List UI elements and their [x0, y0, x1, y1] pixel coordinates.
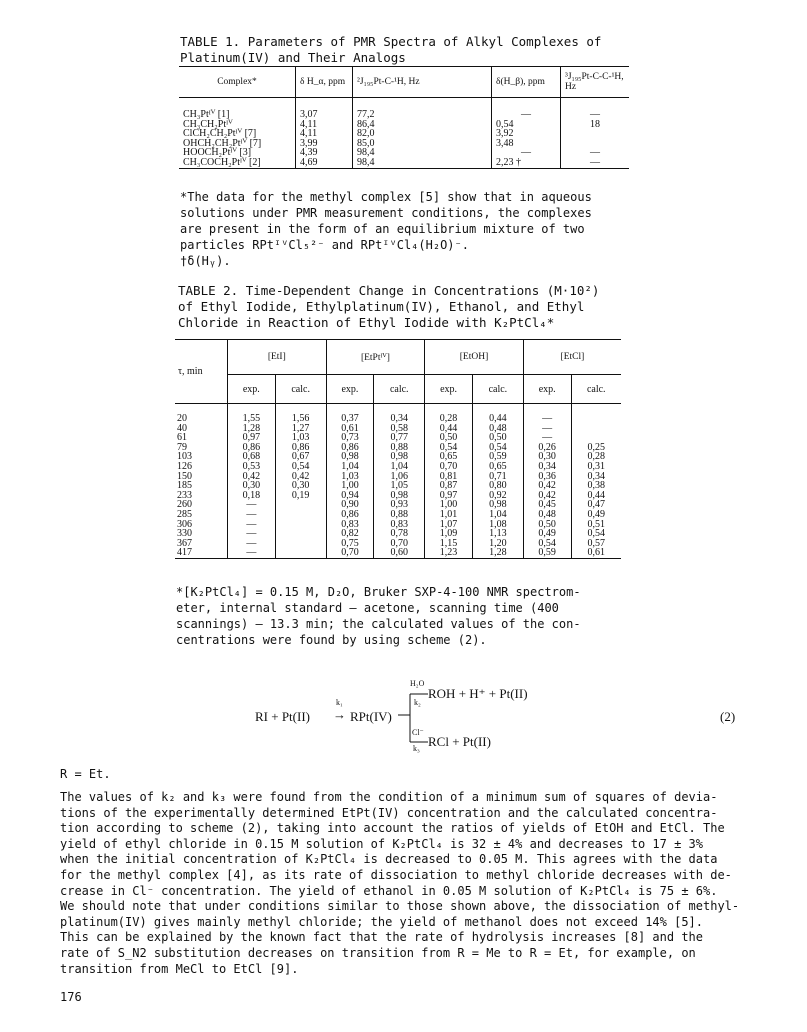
- table-cell: 98,4: [353, 158, 492, 169]
- table-cell: 1,55: [228, 404, 276, 424]
- table-cell: 0,54: [492, 120, 561, 130]
- tau-header: τ, min: [175, 340, 228, 404]
- table-cell: 85,0: [353, 139, 492, 149]
- table-cell: 0,73: [326, 433, 374, 443]
- table-cell: 0,83: [326, 520, 374, 530]
- table-cell: [275, 500, 326, 510]
- table-cell: 1,01: [425, 510, 473, 520]
- table-cell: 0,70: [326, 548, 374, 558]
- table-cell: —: [228, 548, 276, 558]
- table-cell: —: [228, 520, 276, 530]
- table-cell: 0,75: [326, 539, 374, 549]
- table-cell: 1,03: [275, 433, 326, 443]
- table-cell: —: [561, 158, 630, 169]
- table-cell: 0,30: [523, 452, 571, 462]
- body-paragraph: The values of k₂ and k₃ were found from the condition of a minimum sum of squares of devia- tions of the experimentally determined EtPt(IV) concentration and the calculated concentra- tion according to scheme (2), taking into account the ratios of yields of EtOH and EtCl. The yield of ethyl chloride in 0.15 M solution of K₂PtCl₄ is 32 ± 4% and decreases to 17 ± 3% when the initial concentration of K₂PtCl₄ is decreased to 0.05 M. This agrees with the data for the methyl complex [4], as its rate of dissociation to methyl chloride decreases with de- crease in Cl⁻ concentration. The yield of ethanol in 0.05 M solution of K₂PtCl₄ is 75 ± 6%. We should note that under conditions similar to those shown above, the dissociation of methyl- platinum(IV) gives mainly methyl chloride; the yield of methanol does not exceed 14% [5]. This can be explained by the known fact that the rate of hydrolysis increases [8] and the rate of S_N2 substitution decreases on transition from R = Me to R = Et, for example, on transition from MeCl to EtCl [9].: [60, 790, 740, 976]
- scheme-k3: k₃: [413, 744, 420, 753]
- table-cell: 4,69: [296, 158, 353, 169]
- table-cell: 0,54: [275, 462, 326, 472]
- tau-cell: 20: [177, 413, 187, 424]
- page-number: 176: [60, 990, 82, 1004]
- table-cell: [275, 510, 326, 520]
- table-cell: —: [228, 500, 276, 510]
- tau-cell: 150: [177, 470, 192, 482]
- table-cell: 0,34: [571, 472, 621, 482]
- table1: [179, 66, 629, 169]
- table-cell: —: [228, 529, 276, 539]
- table2-body: [175, 404, 621, 559]
- table1-footnote: *The data for the methyl complex [5] show that in aqueous solutions under PMR measurement conditions, the complexes are present in the form of an equilibrium mixture of two particles RPtᴵⱽCl₅²⁻ and RPtᴵⱽCl₄(H₂O)⁻. †δ(Hᵧ).: [180, 190, 592, 268]
- subheader-calc: calc.: [374, 375, 425, 404]
- table-cell: 0,59: [523, 548, 571, 558]
- subheader-calc: calc.: [472, 375, 523, 404]
- table-cell: CH₃COCH₂Ptᴵⱽ [2]: [179, 158, 296, 169]
- table-cell: [571, 404, 621, 424]
- table-cell: 0,70: [425, 462, 473, 472]
- table-cell: 1,07: [425, 520, 473, 530]
- table-cell: 0,78: [374, 529, 425, 539]
- table-cell: 3,07: [296, 98, 353, 120]
- table-cell: 0,68: [228, 452, 276, 462]
- table-cell: 0,86: [326, 510, 374, 520]
- table-cell: —: [492, 98, 561, 120]
- table-cell: 0,82: [326, 529, 374, 539]
- table-cell: 0,92: [472, 491, 523, 501]
- table-cell: 0,37: [326, 404, 374, 424]
- table-cell: 1,06: [374, 472, 425, 482]
- table-cell: 0,54: [523, 539, 571, 549]
- table-cell: 0,44: [472, 404, 523, 424]
- table1-header: ³J₁₉₅Pt-C-C-¹H, Hz: [561, 67, 630, 98]
- table-cell: 0,88: [374, 510, 425, 520]
- table-cell: 86,4: [353, 120, 492, 130]
- table-cell: 0,61: [571, 548, 621, 558]
- table-row: [179, 98, 629, 120]
- table-cell: 1,28: [472, 548, 523, 558]
- table-cell: 4,11: [296, 120, 353, 130]
- table2-footnote: *[K₂PtCl₄] = 0.15 M, D₂O, Bruker SXP-4-100 NMR spectrom- eter, internal standard — acetone, scanning time (400 scannings) — 13.3 min; the calculated values of the con- centrations were found by using scheme (2).: [176, 585, 581, 647]
- scheme-number: (2): [720, 709, 736, 724]
- table-cell: 0,98: [374, 491, 425, 501]
- tau-cell: 61: [177, 432, 187, 444]
- table-cell: 0,81: [425, 472, 473, 482]
- table-cell: CH₃CH₂Ptᴵⱽ: [183, 118, 233, 130]
- table-cell: 0,90: [326, 500, 374, 510]
- table-row: [179, 158, 629, 169]
- table-cell: —: [523, 404, 571, 424]
- table-cell: 0,50: [425, 433, 473, 443]
- table-cell: 2,23 †: [492, 158, 561, 169]
- table-cell: 0,53: [228, 462, 276, 472]
- table-cell: 0,57: [571, 539, 621, 549]
- table-cell: 1,09: [425, 529, 473, 539]
- table-cell: —: [228, 539, 276, 549]
- table-row: [175, 404, 621, 424]
- table-cell: 0,19: [275, 491, 326, 501]
- table-cell: —: [561, 148, 630, 158]
- scheme-intermediate: RPt(IV): [350, 709, 392, 724]
- reaction-scheme: [0, 680, 807, 760]
- table-cell: 0,26: [523, 443, 571, 453]
- table-cell: 1,04: [374, 462, 425, 472]
- table-cell: 0,44: [571, 491, 621, 501]
- table-cell: CH₃Ptᴵⱽ [1]: [183, 109, 230, 120]
- tau-cell: 260: [177, 499, 192, 511]
- table-cell: 0,42: [228, 472, 276, 482]
- table-cell: 0,88: [374, 443, 425, 453]
- table-cell: 0,83: [374, 520, 425, 530]
- table2-caption: TABLE 2. Time-Dependent Change in Concentrations (M·10²) of Ethyl Iodide, Ethylplatinum(IV), Ethanol, and Ethyl Chloride in Reaction of Ethyl Iodide with K₂PtCl₄*: [178, 283, 600, 330]
- table-cell: 0,67: [275, 452, 326, 462]
- table-cell: 3,99: [296, 139, 353, 149]
- table-cell: —: [492, 148, 561, 158]
- table-cell: 3,92: [492, 129, 561, 139]
- table-cell: 0,28: [425, 404, 473, 424]
- table-cell: [561, 129, 630, 139]
- table-cell: 0,25: [571, 443, 621, 453]
- table-cell: 0,49: [523, 529, 571, 539]
- tau-cell: 330: [177, 528, 192, 540]
- table-cell: 0,98: [326, 452, 374, 462]
- table-cell: 0,38: [571, 481, 621, 491]
- table-cell: 0,51: [571, 520, 621, 530]
- tau-cell: 417: [175, 548, 228, 558]
- table-cell: 0,65: [425, 452, 473, 462]
- table-cell: 0,48: [472, 424, 523, 434]
- table-cell: —: [523, 424, 571, 434]
- scheme-reactants: RI + Pt(II): [255, 709, 310, 724]
- table-cell: 0,18: [228, 491, 276, 501]
- table-cell: 77,2: [353, 98, 492, 120]
- table-cell: 0,48: [523, 510, 571, 520]
- table-cell: 4,11: [296, 129, 353, 139]
- table-cell: 0,59: [472, 452, 523, 462]
- table-cell: 1,00: [425, 500, 473, 510]
- table-cell: 0,61: [326, 424, 374, 434]
- subheader-exp: exp.: [425, 375, 473, 404]
- table-row: [175, 548, 621, 558]
- table-cell: ClCH₂CH₂Ptᴵⱽ [7]: [183, 128, 257, 139]
- table-cell: 0,93: [374, 500, 425, 510]
- table1-header: δ(H_β), ppm: [492, 67, 561, 98]
- subheader-calc: calc.: [275, 375, 326, 404]
- tau-cell: 126: [177, 460, 192, 472]
- table-cell: 0,58: [374, 424, 425, 434]
- group-header-etoh: [EtOH]: [425, 340, 524, 375]
- table-cell: 1,27: [275, 424, 326, 434]
- r-definition: R = Et.: [60, 767, 111, 781]
- table-cell: 0,42: [523, 481, 571, 491]
- group-header-eti: [EtI]: [228, 340, 327, 375]
- table-cell: 0,42: [275, 472, 326, 482]
- table-cell: 0,77: [374, 433, 425, 443]
- table1-header: Complex*: [179, 67, 296, 98]
- table-cell: 0,98: [472, 500, 523, 510]
- scheme-k2: k₂: [414, 698, 421, 707]
- table-cell: 0,50: [472, 433, 523, 443]
- group-header-etcl: [EtCl]: [523, 340, 621, 375]
- table-cell: 0,34: [523, 462, 571, 472]
- tau-cell: 306: [177, 518, 192, 530]
- table-cell: 1,28: [228, 424, 276, 434]
- table-cell: 3,48: [492, 139, 561, 149]
- table-cell: 0,49: [571, 510, 621, 520]
- table-cell: [275, 548, 326, 558]
- table-cell: [275, 539, 326, 549]
- table-cell: 0,86: [326, 443, 374, 453]
- scheme-bottom-product: RCl + Pt(II): [428, 734, 491, 749]
- table-cell: —: [561, 98, 630, 120]
- table-cell: 0,54: [571, 529, 621, 539]
- table-cell: 0,87: [425, 481, 473, 491]
- scheme-arrow-1: →: [333, 707, 346, 722]
- table-cell: 0,50: [523, 520, 571, 530]
- table-cell: 0,44: [425, 424, 473, 434]
- table-cell: 1,20: [472, 539, 523, 549]
- table-cell: 1,23: [425, 548, 473, 558]
- table-cell: 0,30: [228, 481, 276, 491]
- subheader-exp: exp.: [523, 375, 571, 404]
- table-cell: 0,97: [228, 433, 276, 443]
- table-cell: —: [228, 510, 276, 520]
- group-header-etpt: [EtPtᴵⱽ]: [326, 340, 425, 375]
- table-cell: 0,47: [571, 500, 621, 510]
- table-cell: 98,4: [353, 148, 492, 158]
- subheader-exp: exp.: [326, 375, 374, 404]
- scheme-top-product: ROH + H⁺ + Pt(II): [428, 686, 528, 701]
- subheader-exp: exp.: [228, 375, 276, 404]
- table-cell: [571, 424, 621, 434]
- tau-cell: 185: [177, 480, 192, 492]
- table-cell: 18: [561, 120, 630, 130]
- table-cell: 1,00: [326, 481, 374, 491]
- table-cell: 82,0: [353, 129, 492, 139]
- table-cell: 0,97: [425, 491, 473, 501]
- table-cell: 1,15: [425, 539, 473, 549]
- table-cell: 0,30: [275, 481, 326, 491]
- table-cell: HOOCH₂Ptᴵⱽ [3]: [183, 147, 252, 158]
- table-cell: 0,60: [374, 548, 425, 558]
- tau-cell: 40: [177, 422, 187, 434]
- table-cell: 0,98: [374, 452, 425, 462]
- table-cell: 0,31: [571, 462, 621, 472]
- table2: [175, 339, 621, 559]
- tau-cell: 285: [177, 508, 192, 520]
- table-cell: 1,08: [472, 520, 523, 530]
- table-cell: 0,54: [425, 443, 473, 453]
- scheme-bottom-reagent: Cl⁻: [412, 728, 424, 737]
- tau-cell: 233: [177, 489, 192, 501]
- table-cell: 1,04: [326, 462, 374, 472]
- table-cell: 0,42: [523, 491, 571, 501]
- table-cell: 0,71: [472, 472, 523, 482]
- table-cell: OHCH₂CH₂Ptᴵⱽ [7]: [183, 137, 262, 149]
- table-cell: 0,36: [523, 472, 571, 482]
- table-cell: 0,28: [571, 452, 621, 462]
- table-cell: 0,65: [472, 462, 523, 472]
- table1-header: ²J₁₉₅Pt-C-¹H, Hz: [353, 67, 492, 98]
- table-cell: 0,45: [523, 500, 571, 510]
- scheme-top-reagent: H₂O: [410, 679, 425, 688]
- tau-cell: 367: [177, 537, 192, 549]
- tau-cell: 103: [177, 451, 192, 463]
- subheader-calc: calc.: [571, 375, 621, 404]
- table-cell: [275, 520, 326, 530]
- table-cell: 0,34: [374, 404, 425, 424]
- table-cell: 0,94: [326, 491, 374, 501]
- table-cell: 0,54: [472, 443, 523, 453]
- table-cell: [275, 529, 326, 539]
- table-cell: 0,86: [275, 443, 326, 453]
- table-cell: 1,04: [472, 510, 523, 520]
- table-cell: 0,86: [228, 443, 276, 453]
- table1-header: δ H_α, ppm: [296, 67, 353, 98]
- table-cell: 1,56: [275, 404, 326, 424]
- table-cell: 4,39: [296, 148, 353, 158]
- table-cell: 1,05: [374, 481, 425, 491]
- table-cell: 1,03: [326, 472, 374, 482]
- tau-cell: 79: [177, 441, 187, 453]
- scheme-k1: k₁: [336, 698, 343, 707]
- table-cell: —: [523, 433, 571, 443]
- table-cell: 0,80: [472, 481, 523, 491]
- table-cell: 1,13: [472, 529, 523, 539]
- table1-caption: TABLE 1. Parameters of PMR Spectra of Alkyl Complexes of Platinum(IV) and Their Analogs: [180, 34, 602, 65]
- table-cell: 0,70: [374, 539, 425, 549]
